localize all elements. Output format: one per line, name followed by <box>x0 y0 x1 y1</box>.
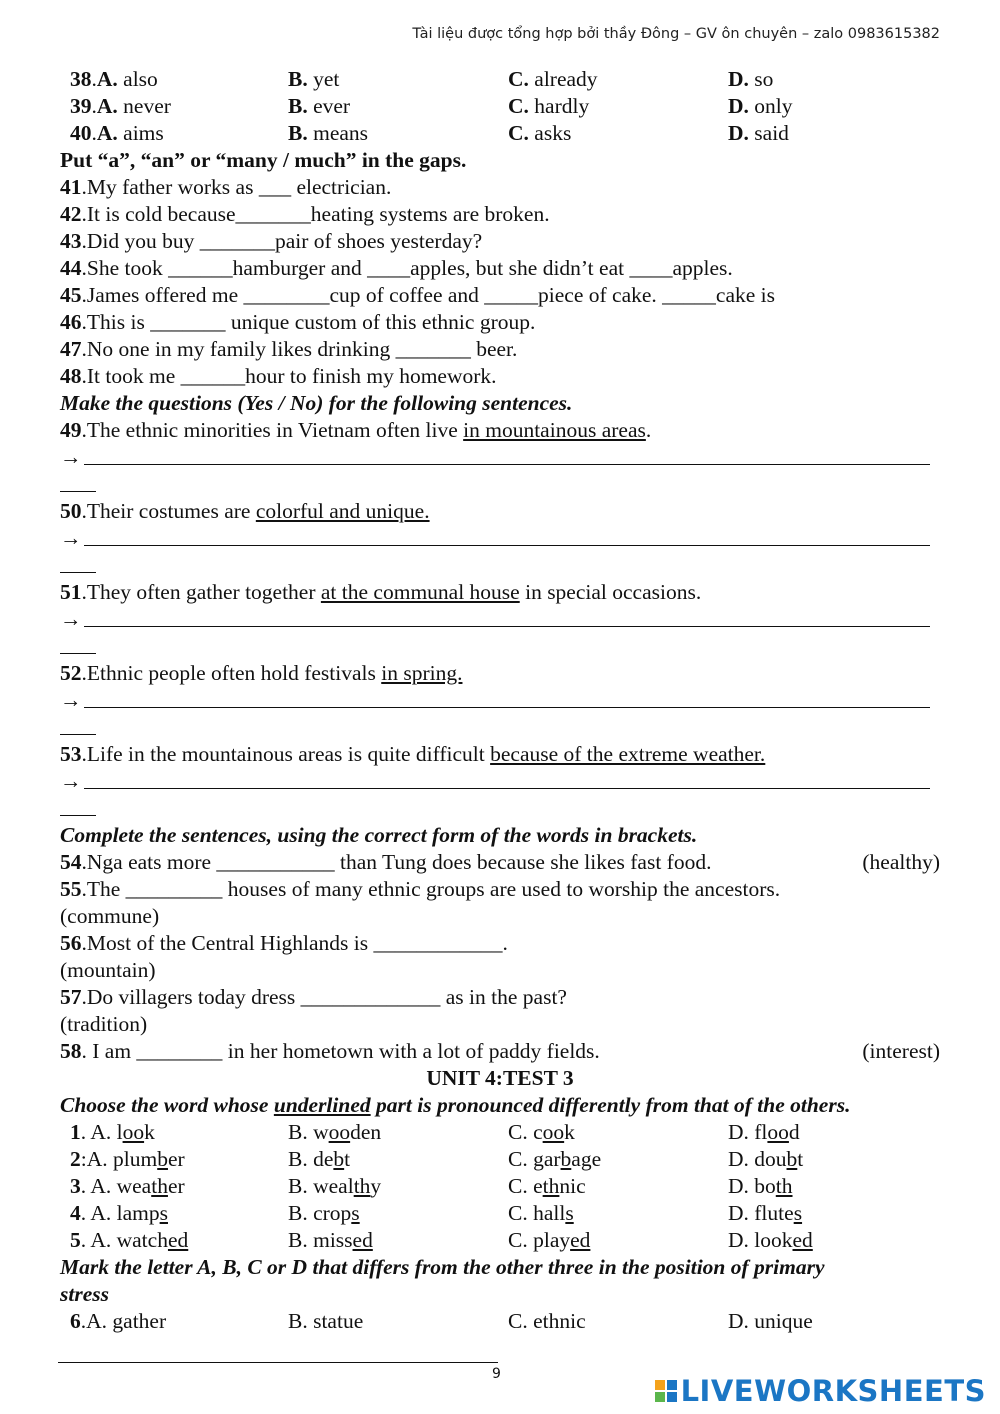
gap-fill-item <box>60 282 940 309</box>
underlined-letters: ed <box>167 1228 189 1252</box>
answer-line[interactable] <box>60 687 940 714</box>
option-letter: C. <box>508 121 529 145</box>
pronunciation-item <box>60 1173 940 1200</box>
question-item <box>60 741 940 768</box>
underlined-letters: ed <box>352 1228 373 1252</box>
arrow-icon: → <box>60 445 82 469</box>
question-text: .James offered me ________cup of coffee and _____piece of cake. _____cake is <box>81 283 776 307</box>
question-text: .Nga eats more ___________ than Tung does because she likes fast food. <box>81 850 712 874</box>
underlined-letters: s <box>565 1201 574 1225</box>
question-item <box>60 417 940 444</box>
option-b: B. means <box>288 121 369 145</box>
underlined-letters: th <box>353 1174 371 1198</box>
section-title-stress-2: stress <box>60 1282 109 1306</box>
section-title-stress-1: Mark the letter A, B, C or D that differs from the other three in the position of primary <box>60 1255 825 1279</box>
answer-line[interactable] <box>60 444 940 471</box>
answer-rule <box>84 545 930 546</box>
answer-line-continuation <box>60 633 940 660</box>
option-d: D. looked <box>728 1228 813 1252</box>
questions-list <box>60 417 940 822</box>
arrow-icon: → <box>60 769 82 793</box>
question-text: .It took me ______hour to finish my homework. <box>81 364 497 388</box>
answer-line-continuation <box>60 552 940 579</box>
option-c: C. ethnic <box>508 1174 586 1198</box>
word-form-item <box>60 876 940 903</box>
arrow-icon: → <box>60 526 82 550</box>
question-text: .The _________ houses of many ethnic groups are used to worship the ancestors. <box>81 877 781 901</box>
underlined-letters: b <box>560 1147 572 1171</box>
question-number: 4 <box>70 1201 81 1225</box>
underlined-letters: ed <box>570 1228 591 1252</box>
gap-fill-item <box>60 336 940 363</box>
question-number: 57 <box>60 985 82 1009</box>
question-number: 48 <box>60 364 82 388</box>
option-c: C. hardly <box>508 94 590 118</box>
question-text: .They often gather together <box>81 580 321 604</box>
question-text: .Do villagers today dress _____________ as in the past? <box>81 985 567 1009</box>
answer-line-continuation <box>60 471 940 498</box>
option-c: C. asks <box>508 121 572 145</box>
option-c: C. played <box>508 1228 591 1252</box>
pronunciation-list <box>60 1119 940 1254</box>
question-text: .Ethnic people often hold festivals <box>81 661 382 685</box>
underlined-letters: oo <box>328 1120 351 1144</box>
option-a: 4. A. lamps <box>70 1201 168 1225</box>
arrow-icon: → <box>60 688 82 712</box>
question-text: .Their costumes are <box>81 499 256 523</box>
answer-rule <box>84 626 930 627</box>
word-hint: (mountain) <box>60 958 156 982</box>
gap-fill-item <box>60 228 940 255</box>
underlined-letters: oo <box>122 1120 145 1144</box>
option-letter: B. <box>288 67 308 91</box>
option-a: 2:A. plumber <box>70 1147 185 1171</box>
underlined-part: at the communal house <box>320 580 520 604</box>
option-d: D. doubt <box>728 1147 804 1171</box>
underlined-letters: s <box>793 1201 803 1225</box>
option-d: D. both <box>728 1174 793 1198</box>
question-text: . I am ________ in her hometown with a lot of paddy fields. <box>81 1039 600 1063</box>
question-number: 5 <box>70 1228 81 1252</box>
page-header: Tài liệu được tổng hợp bởi thầy Đông – GV ôn chuyên – zalo 0983615382 <box>412 26 940 42</box>
underlined-letters: b <box>333 1147 345 1171</box>
word-hint: (interest) <box>862 1039 940 1063</box>
worksheet-content <box>60 66 940 1335</box>
answer-rule-short <box>60 653 96 654</box>
underlined-letters: oo <box>767 1120 789 1144</box>
option-a: 39.A. never <box>70 94 171 118</box>
option-d: D. unique <box>728 1309 813 1333</box>
underlined-letters: b <box>157 1147 168 1171</box>
option-letter: B. <box>288 94 308 118</box>
question-number: 41 <box>60 175 82 199</box>
option-a: 38.A. also <box>70 67 158 91</box>
question-number: 6 <box>70 1309 81 1333</box>
answer-line-continuation <box>60 714 940 741</box>
question-item <box>60 660 940 687</box>
question-number: 44 <box>60 256 82 280</box>
option-b: B. yet <box>288 67 340 91</box>
pronunciation-item <box>60 1119 940 1146</box>
option-c: C. halls <box>508 1201 574 1225</box>
stress-list <box>60 1308 940 1335</box>
answer-line-continuation <box>60 795 940 822</box>
gap-fill-item <box>60 309 940 336</box>
section-title-questions: Make the questions (Yes / No) for the following sentences. <box>60 391 573 415</box>
answer-rule-short <box>60 815 96 816</box>
word-hint: (commune) <box>60 904 160 928</box>
question-number: 42 <box>60 202 82 226</box>
question-number: 45 <box>60 283 82 307</box>
option-letter: C. <box>508 67 529 91</box>
underlined-part: because of the extreme weather. <box>490 742 766 766</box>
option-c: C. garbage <box>508 1147 602 1171</box>
answer-line[interactable] <box>60 606 940 633</box>
underlined-part: in mountainous areas <box>463 418 646 442</box>
question-number: 38 <box>70 67 92 91</box>
option-letter: A. <box>96 94 118 118</box>
underlined-letters: th <box>775 1174 793 1198</box>
answer-line[interactable] <box>60 525 940 552</box>
underlined-letters: oo <box>542 1120 565 1144</box>
question-number: 39 <box>70 94 92 118</box>
pronunciation-item <box>60 1146 940 1173</box>
question-text: .Did you buy _______pair of shoes yesterday? <box>81 229 483 253</box>
gap-fill-item <box>60 363 940 390</box>
option-d: D. flood <box>728 1120 800 1144</box>
gap-fill-item <box>60 201 940 228</box>
word-hint: (tradition) <box>60 1012 148 1036</box>
option-a: 40.A. aims <box>70 121 164 145</box>
word-form-item <box>60 1038 940 1065</box>
question-text-end: . <box>645 418 652 442</box>
option-d: D. said <box>728 121 789 145</box>
option-c: C. cook <box>508 1120 575 1144</box>
section-title-pronunciation: Choose the word whose underlined part is pronounced differently from that of the others. <box>60 1093 851 1117</box>
stress-item <box>60 1308 940 1335</box>
underlined-letters: th <box>151 1174 168 1198</box>
option-c: C. ethnic <box>508 1309 586 1333</box>
mc-question-row <box>60 120 940 147</box>
question-number: 46 <box>60 310 82 334</box>
question-number: 58 <box>60 1039 82 1063</box>
question-text-end: in special occasions. <box>519 580 702 604</box>
underlined-letters: b <box>786 1147 798 1171</box>
word-form-item <box>60 930 940 957</box>
question-item <box>60 498 940 525</box>
option-b: B. wooden <box>288 1120 382 1144</box>
page-number: 9 <box>492 1366 501 1382</box>
option-a: 5. A. watched <box>70 1228 189 1252</box>
option-b: B. missed <box>288 1228 373 1252</box>
option-d: D. flutes <box>728 1201 803 1225</box>
option-a: 3. A. weather <box>70 1174 185 1198</box>
mc-top-block <box>60 66 940 147</box>
word-hint: (healthy) <box>862 850 940 874</box>
question-text: .The ethnic minorities in Vietnam often live <box>81 418 464 442</box>
underlined-letters: ed <box>792 1228 813 1252</box>
underlined-letters: s <box>159 1201 168 1225</box>
option-d: D. only <box>728 94 793 118</box>
option-a: 1. A. look <box>70 1120 155 1144</box>
section-title-articles: Put “a”, “an” or “many / much” in the gaps. <box>60 148 467 172</box>
gap-fill-item <box>60 255 940 282</box>
question-number: 56 <box>60 931 82 955</box>
option-letter: A. <box>96 121 118 145</box>
answer-rule-short <box>60 491 96 492</box>
gap-fill-item <box>60 174 940 201</box>
underlined-letters: s <box>351 1201 360 1225</box>
option-letter: B. <box>288 121 308 145</box>
option-b: B. statue <box>288 1309 364 1333</box>
question-text: .It is cold because_______heating systems are broken. <box>81 202 550 226</box>
option-letter: C. <box>508 94 529 118</box>
option-letter: A. <box>96 67 118 91</box>
option-b: B. ever <box>288 94 351 118</box>
logo-grid-icon <box>655 1380 677 1402</box>
option-b: B. wealthy <box>288 1174 382 1198</box>
footer-divider <box>58 1362 498 1363</box>
question-text: .She took ______hamburger and ____apples, but she didn’t eat ____apples. <box>81 256 733 280</box>
word-form-item <box>60 984 940 1011</box>
option-c: C. already <box>508 67 598 91</box>
arrow-icon: → <box>60 607 82 631</box>
option-d: D. so <box>728 67 774 91</box>
question-number: 2 <box>70 1147 81 1171</box>
answer-rule-short <box>60 734 96 735</box>
question-text: .My father works as ___ electrician. <box>81 175 392 199</box>
option-letter: D. <box>728 121 749 145</box>
wordform-list <box>60 849 940 1065</box>
question-number: 43 <box>60 229 82 253</box>
option-letter: D. <box>728 94 749 118</box>
underlined-part: in spring. <box>381 661 463 685</box>
option-a: 6.A. gather <box>70 1309 167 1333</box>
question-number: 40 <box>70 121 92 145</box>
articles-list <box>60 174 940 390</box>
question-item <box>60 579 940 606</box>
question-text: .Life in the mountainous areas is quite difficult <box>81 742 491 766</box>
liveworksheets-logo: LIVEWORKSHEETS <box>655 1374 986 1408</box>
question-number: 3 <box>70 1174 81 1198</box>
question-text: .This is _______ unique custom of this ethnic group. <box>81 310 536 334</box>
question-number: 47 <box>60 337 82 361</box>
pronunciation-item <box>60 1200 940 1227</box>
answer-rule <box>84 788 930 789</box>
underlined-part: colorful and unique. <box>255 499 430 523</box>
word-form-item <box>60 849 940 876</box>
question-text: .Most of the Central Highlands is ____________. <box>81 931 508 955</box>
answer-rule-short <box>60 572 96 573</box>
underlined-letters: th <box>542 1174 560 1198</box>
question-number: 1 <box>70 1120 81 1144</box>
question-number: 54 <box>60 850 82 874</box>
answer-rule <box>84 707 930 708</box>
question-number: 50 <box>60 499 82 523</box>
answer-rule <box>84 464 930 465</box>
question-number: 49 <box>60 418 82 442</box>
option-letter: D. <box>728 67 749 91</box>
mc-question-row <box>60 66 940 93</box>
question-number: 55 <box>60 877 82 901</box>
question-number: 53 <box>60 742 82 766</box>
option-b: B. debt <box>288 1147 351 1171</box>
question-number: 52 <box>60 661 82 685</box>
answer-line[interactable] <box>60 768 940 795</box>
question-number: 51 <box>60 580 82 604</box>
question-text: .No one in my family likes drinking _______ beer. <box>81 337 518 361</box>
pronunciation-item <box>60 1227 940 1254</box>
unit-title: UNIT 4:TEST 3 <box>426 1066 574 1090</box>
mc-question-row <box>60 93 940 120</box>
option-b: B. crops <box>288 1201 360 1225</box>
section-title-wordform: Complete the sentences, using the correct form of the words in brackets. <box>60 823 698 847</box>
